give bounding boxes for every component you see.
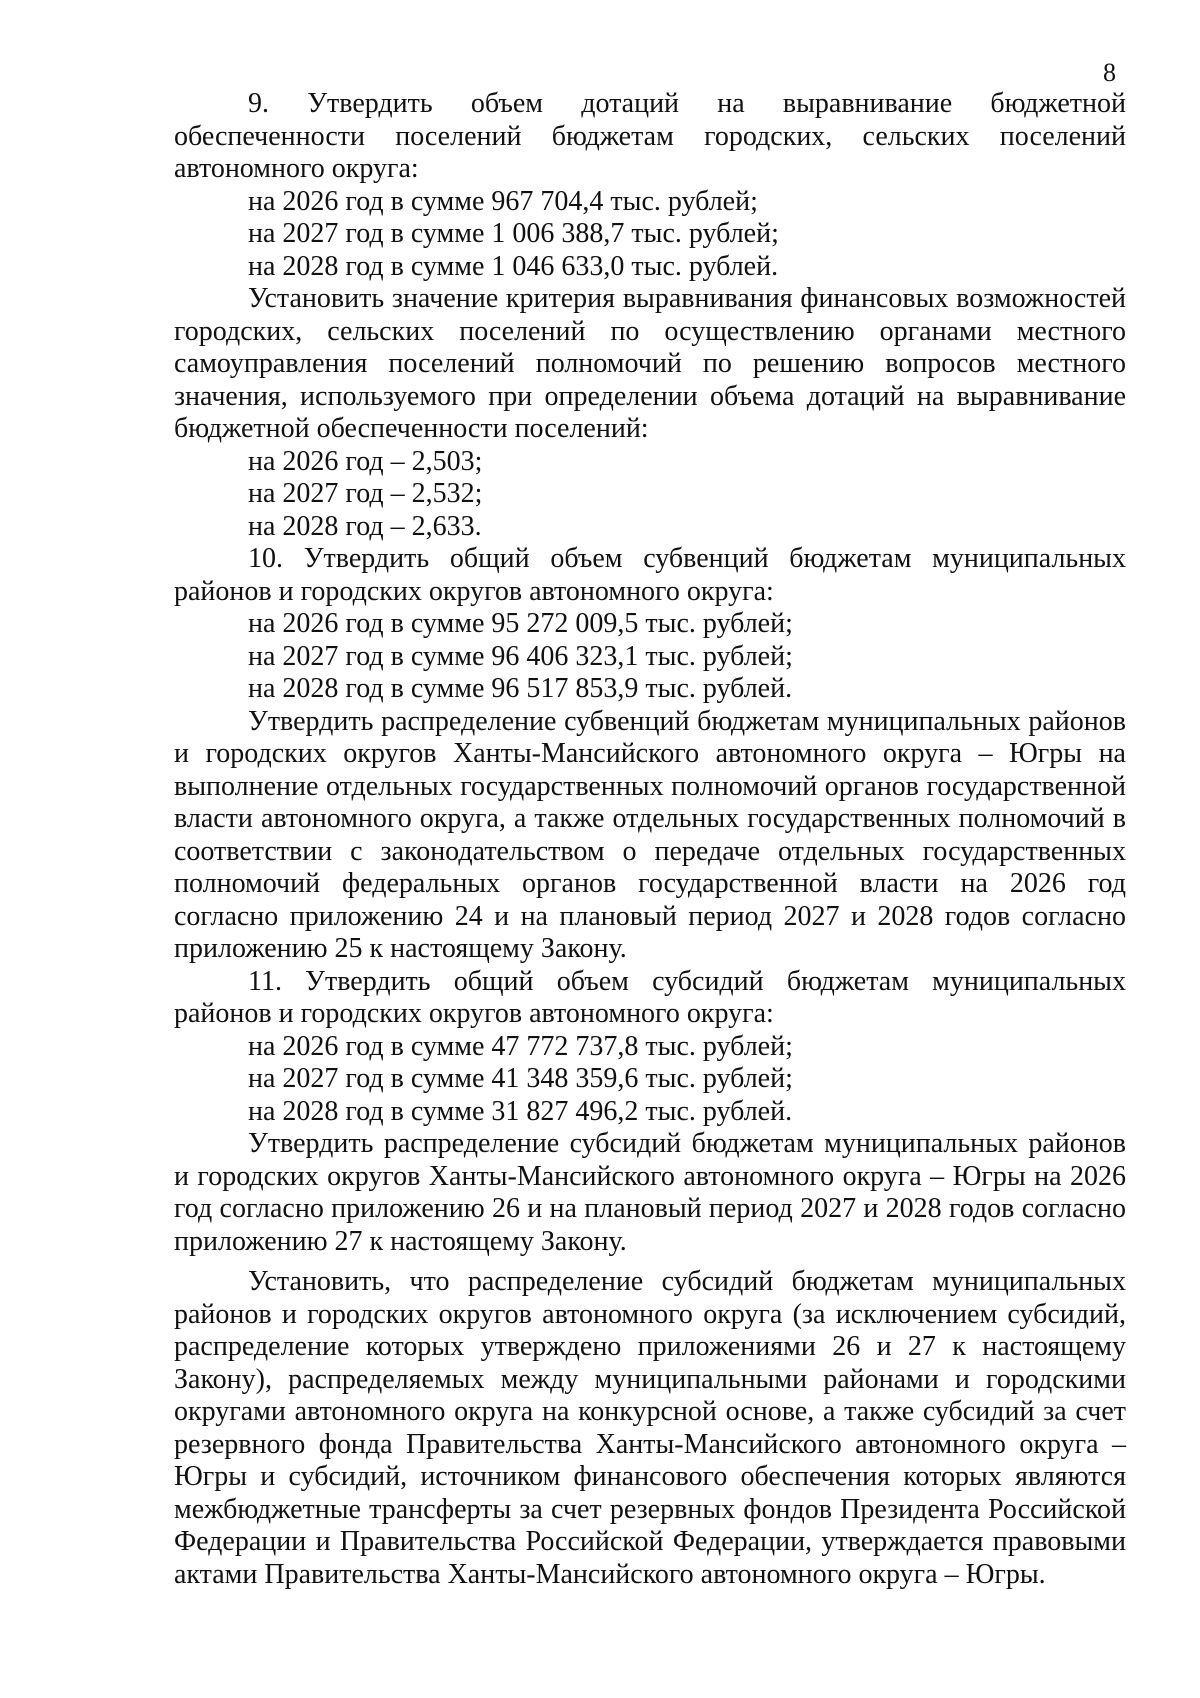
section-9-criterion: Установить значение критерия выравнивания финансовых возможностей городских, сельских поселений по осуществлению органами местного самоуправления поселений полномочий по решению вопросов местного значения, используемого при определении объема дотаций на выравнивание бюджетной обеспеченности поселений: bbox=[174, 283, 1126, 444]
section-11-year-2027: на 2027 год в сумме 41 348 359,6 тыс. рублей; bbox=[248, 1063, 793, 1094]
section-10-year-2027: на 2027 год в сумме 96 406 323,1 тыс. рублей; bbox=[248, 640, 793, 672]
section-9-year-2028: на 2028 год в сумме 1 046 633,0 тыс. рублей. bbox=[248, 250, 779, 282]
section-9-year-2027: на 2027 год в сумме 1 006 388,7 тыс. рублей; bbox=[248, 218, 779, 249]
criterion-year-2026: на 2026 год – 2,503; bbox=[248, 445, 483, 477]
page-number: 8 bbox=[1103, 58, 1116, 87]
section-11-establish: Установить, что распределение субсидий бюджетам муниципальных районов и городских округов автономного округа (за исключением субсидий, распределение которых утверждено приложениями 26 и 27 к настоящему Закону), распределяемых между муниципальными районами и городскими округами автономного округа на конкурсной основе, а также субсидий за счет резервного фонда Правительства Ханты-Мансийского автономного округа – Югры и субсидий, источником финансового обеспечения которых являются межбюджетные трансферты за счет резервных фондов Президента Российской Федерации и Правительства Российской Федерации, утверждается правовыми актами Правительства Ханты-Мансийского автономного округа – Югры. bbox=[174, 1266, 1126, 1590]
document-body bbox=[174, 88, 1126, 1591]
section-10-heading: 10. Утвердить общий объем субвенций бюджетам муниципальных районов и городских округов автономного округа: bbox=[174, 543, 1126, 607]
section-11-heading: 11. Утвердить общий объем субсидий бюджетам муниципальных районов и городских округов автономного округа: bbox=[174, 965, 1126, 1029]
section-9-heading: 9. Утвердить объем дотаций на выравнивание бюджетной обеспеченности поселений бюджетам городских, сельских поселений автономного округа: bbox=[174, 88, 1126, 184]
section-10-year-2028: на 2028 год в сумме 96 517 853,9 тыс. рублей. bbox=[248, 673, 793, 704]
section-11-year-2028: на 2028 год в сумме 31 827 496,2 тыс. рублей. bbox=[248, 1095, 793, 1127]
section-11-distribution: Утвердить распределение субсидий бюджетам муниципальных районов и городских округов Ханты-Мансийского автономного округа – Югры на 2026 год согласно приложению 26 и на плановый период 2027 и 2028 годов согласно приложению 27 к настоящему Закону. bbox=[174, 1128, 1126, 1257]
section-11-year-2026: на 2026 год в сумме 47 772 737,8 тыс. рублей; bbox=[248, 1030, 793, 1062]
criterion-year-2028: на 2028 год – 2,633. bbox=[248, 510, 482, 542]
section-10-year-2026: на 2026 год в сумме 95 272 009,5 тыс. рублей; bbox=[248, 608, 793, 639]
section-10-distribution: Утвердить распределение субвенций бюджетам муниципальных районов и городских округов Ханты-Мансийского автономного округа – Югры на выполнение отдельных государственных полномочий органов государственной власти автономного округа, а также отдельных государственных полномочий в соответствии с законодательством о передаче отдельных государственных полномочий федеральных органов государственной власти на 2026 год согласно приложению 24 и на плановый период 2027 и 2028 годов согласно приложению 25 к настоящему Закону. bbox=[174, 705, 1126, 964]
section-9-year-2026: на 2026 год в сумме 967 704,4 тыс. рублей; bbox=[248, 185, 758, 217]
criterion-year-2027: на 2027 год – 2,532; bbox=[248, 478, 483, 509]
